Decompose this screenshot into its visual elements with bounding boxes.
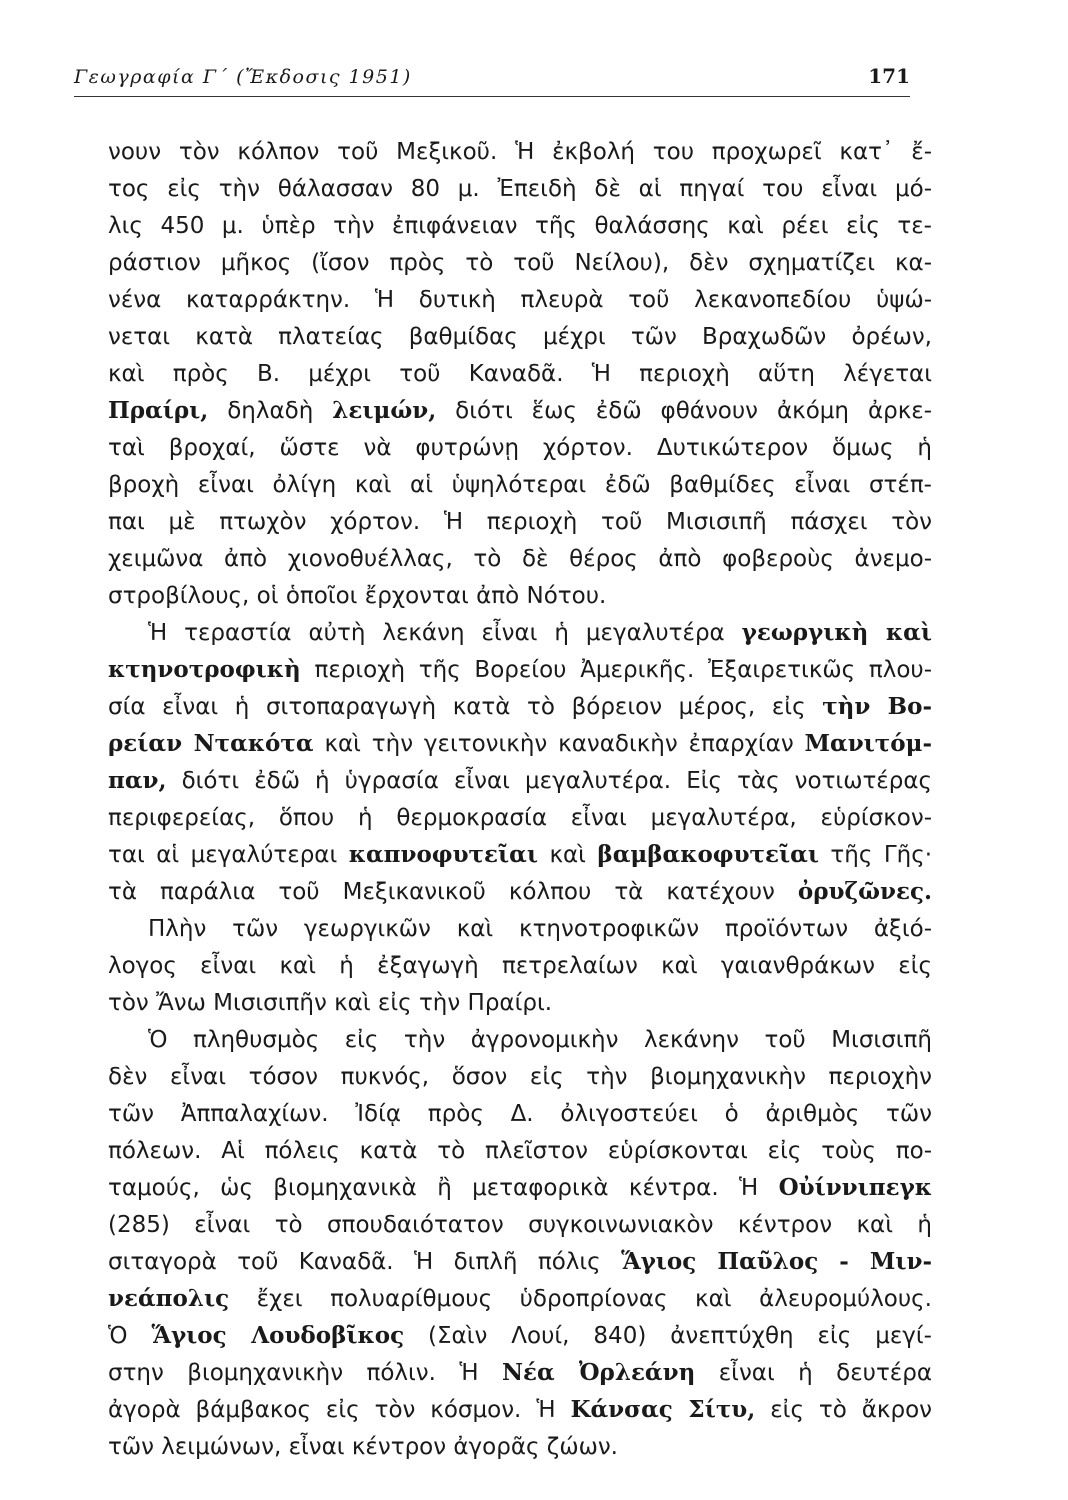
header-title: Γεωγραφία Γ΄ (Ἔκδοσις 1951): [74, 66, 412, 88]
text-line: στροβίλους, οἱ ὁποῖοι ἔρχονται ἀπὸ Νότου.: [108, 583, 607, 609]
text-line: ται αἱ μεγαλύτεραι καπνοφυτεῖαι καὶ βαμβακοφυτεῖαι τῆς Γῆς·: [108, 841, 933, 868]
bold-term: ὀρυζῶνες.: [797, 878, 932, 905]
bold-term: τὴν Βο-: [822, 693, 932, 720]
text-line: τὰ παράλια τοῦ Μεξικανικοῦ κόλπου τὰ κατέχουν ὀρυζῶνες.: [108, 878, 932, 905]
text-line: τῶν Ἀππαλαχίων. Ἰδίᾳ πρὸς Δ. ὀλιγοστεύει ὁ ἀριθμὸς τῶν: [108, 1101, 932, 1127]
text-line: σιταγορὰ τοῦ Καναδᾶ. Ἡ διπλῆ πόλις Ἅγιος Παῦλος - Μιν-: [108, 1248, 933, 1275]
text-line: παν, διότι ἐδῶ ἡ ὑγρασία εἶναι μεγαλυτέρα. Εἰς τὰς νοτιωτέρας: [108, 767, 932, 794]
text-line: Πλὴν τῶν γεωργικῶν καὶ κτηνοτροφικῶν προϊόντων ἀξιό-: [148, 916, 932, 942]
bold-term: Πραίρι,: [108, 397, 209, 424]
bold-term: Ἅγιος Λουδοβῖκος: [151, 1322, 405, 1349]
text-line: Πραίρι, δηλαδὴ λειμών, διότι ἕως ἐδῶ φθάνουν ἀκόμη ἀρκε-: [108, 397, 932, 424]
text-line: (285) εἶναι τὸ σπουδαιότατον συγκοινωνιακὸν κέντρον καὶ ἡ: [108, 1212, 932, 1238]
text-line: τὸν Ἄνω Μισισιπῆν καὶ εἰς τὴν Πραίρι.: [108, 990, 553, 1016]
text-line: βροχὴ εἶναι ὀλίγη καὶ αἱ ὑψηλότεραι ἐδῶ βαθμίδες εἶναι στέπ-: [108, 472, 932, 498]
text-line: ταὶ βροχαί, ὥστε νὰ φυτρώνῃ χόρτον. Δυτικώτερον ὅμως ἡ: [108, 435, 932, 461]
bold-term: νεάπολις: [108, 1285, 230, 1312]
text-line: ταμούς, ὡς βιομηχανικὰ ἢ μεταφορικὰ κέντρα. Ἡ Οὐίννιπεγκ: [108, 1174, 932, 1201]
bold-term: παν,: [108, 767, 167, 794]
bold-term: γεωργικὴ καὶ: [741, 619, 932, 646]
bold-term: βαμβακοφυτεῖαι: [597, 841, 819, 868]
text-line: σία εἶναι ἡ σιτοπαραγωγὴ κατὰ τὸ βόρειον μέρος, εἰς τὴν Βο-: [108, 693, 932, 720]
text-line: στην βιομηχανικὴν πόλιν. Ἡ Νέα Ὀρλεάνη εἶναι ἡ δευτέρα: [108, 1359, 932, 1386]
bold-term: Κάνσας Σίτυ,: [570, 1396, 756, 1423]
text-line: ρείαν Ντακότα καὶ τὴν γειτονικὴν καναδικὴν ἐπαρχίαν Μανιτόμ-: [108, 730, 932, 757]
text-line: Ἡ τεραστία αὐτὴ λεκάνη εἶναι ἡ μεγαλυτέρα γεωργικὴ καὶ: [148, 619, 932, 646]
running-header: [74, 64, 910, 97]
bold-term: καπνοφυτεῖαι: [348, 841, 538, 868]
bold-term: κτηνοτροφικὴ: [108, 656, 301, 683]
text-line: καὶ πρὸς Β. μέχρι τοῦ Καναδᾶ. Ἡ περιοχὴ αὕτη λέγεται: [108, 361, 932, 387]
text-line: τος εἰς τὴν θάλασσαν 80 μ. Ἐπειδὴ δὲ αἱ πηγαί του εἶναι μό-: [108, 176, 932, 202]
text-line: χειμῶνα ἀπὸ χιονοθυέλλας, τὸ δὲ θέρος ἀπὸ φοβεροὺς ἀνεμο-: [108, 546, 932, 572]
text-line: πόλεων. Αἱ πόλεις κατὰ τὸ πλεῖστον εὑρίσκονται εἰς τοὺς πο-: [108, 1138, 932, 1164]
text-line: κτηνοτροφικὴ περιοχὴ τῆς Βορείου Ἀμερικῆς. Ἐξαιρετικῶς πλου-: [108, 656, 932, 683]
text-line: νένα καταρράκτην. Ἡ δυτικὴ πλευρὰ τοῦ λεκανοπεδίου ὑψώ-: [108, 287, 932, 313]
text-line: νουν τὸν κόλπον τοῦ Μεξικοῦ. Ἡ ἐκβολή του προχωρεῖ κατ᾽ ἔ-: [108, 139, 932, 165]
bold-term: Οὐίννιπεγκ: [778, 1174, 932, 1201]
bold-term: λειμών,: [332, 397, 437, 424]
text-line: παι μὲ πτωχὸν χόρτον. Ἡ περιοχὴ τοῦ Μισισιπῆ πάσχει τὸν: [108, 509, 932, 535]
page-number: 171: [868, 64, 910, 88]
text-line: ράστιον μῆκος (ἴσον πρὸς τὸ τοῦ Νείλου), δὲν σχηματίζει κα-: [108, 250, 932, 276]
text-line: ἀγορὰ βάμβακος εἰς τὸν κόσμον. Ἡ Κάνσας Σίτυ, εἰς τὸ ἄκρον: [108, 1396, 932, 1423]
text-line: τῶν λειμώνων, εἶναι κέντρον ἀγορᾶς ζώων.: [108, 1434, 618, 1460]
text-line: Ὁ Ἅγιος Λουδοβῖκος (Σαὶν Λουί, 840) ἀνεπτύχθη εἰς μεγί-: [108, 1322, 932, 1349]
text-line: νεάπολις ἔχει πολυαρίθμους ὑδροπρίονας καὶ ἀλευρομύλους.: [108, 1285, 932, 1312]
text-line: δὲν εἶναι τόσον πυκνός, ὅσον εἰς τὴν βιομηχανικὴν περιοχὴν: [108, 1064, 932, 1090]
bold-term: Ἅγιος Παῦλος - Μιν-: [621, 1248, 933, 1275]
bold-term: ρείαν Ντακότα: [108, 730, 314, 757]
bold-term: Νέα Ὀρλεάνη: [502, 1359, 696, 1386]
text-line: λογος εἶναι καὶ ἡ ἐξαγωγὴ πετρελαίων καὶ γαιανθράκων εἰς: [108, 953, 932, 979]
text-line: λις 450 μ. ὑπὲρ τὴν ἐπιφάνειαν τῆς θαλάσσης καὶ ρέει εἰς τε-: [108, 213, 932, 239]
bold-term: Μανιτόμ-: [804, 730, 932, 757]
text-line: νεται κατὰ πλατείας βαθμίδας μέχρι τῶν Βραχωδῶν ὀρέων,: [108, 324, 932, 350]
text-line: Ὁ πληθυσμὸς εἰς τὴν ἀγρονομικὴν λεκάνην τοῦ Μισισιπῆ: [148, 1027, 932, 1053]
text-line: περιφερείας, ὅπου ἡ θερμοκρασία εἶναι μεγαλυτέρα, εὑρίσκον-: [108, 805, 932, 831]
